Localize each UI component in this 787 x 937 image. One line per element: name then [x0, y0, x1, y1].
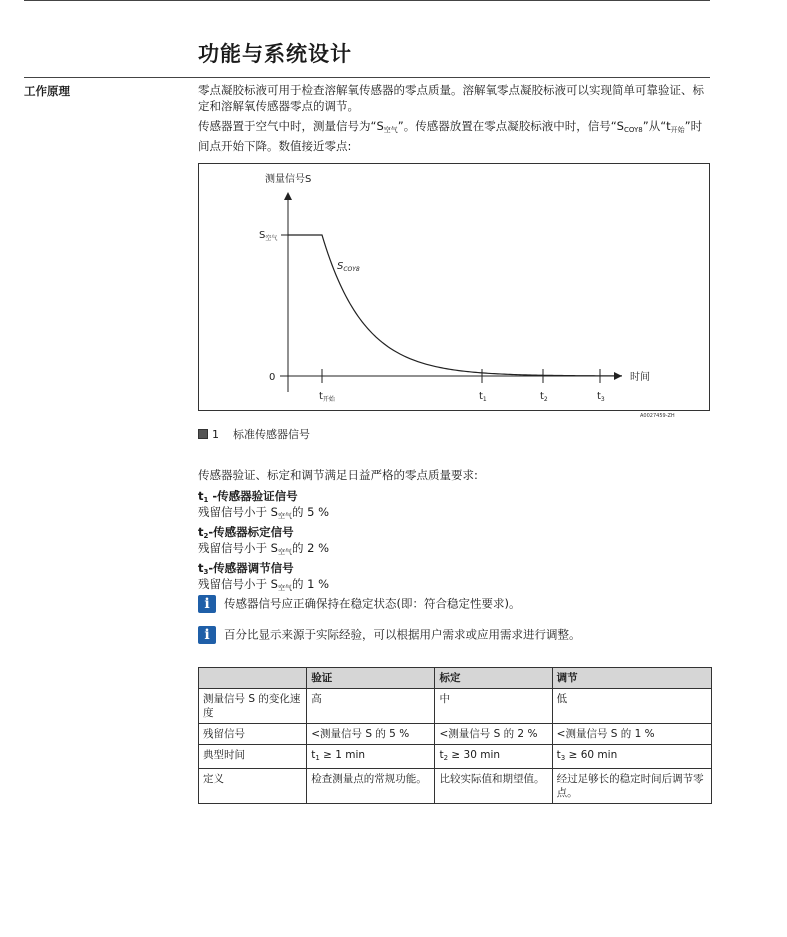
y-tick-top-label: $S_{空气}$ [259, 230, 278, 242]
note-stability: i 传感器信号应正确保持在稳定状态(即：符合稳定性要求)。 [198, 595, 710, 613]
table-row [199, 689, 712, 724]
note-percentages: i 百分比显示来源于实际经验，可以根据用户需求或应用需求进行调整。 [198, 626, 710, 644]
info-icon: i [198, 626, 216, 644]
table-cell: 比较实际值和期望值。 [435, 769, 552, 804]
table-header: 调节 [552, 668, 711, 689]
x-tick-label: $t_3$ [597, 391, 605, 403]
table-row [199, 745, 712, 769]
x-axis-label: 时间 [630, 372, 650, 383]
curve-label: $S_{COY8}$ [337, 261, 360, 273]
section-heading: 工作原理 [24, 84, 70, 98]
x-ticks [319, 369, 605, 403]
req-1-title: $t_1$ -传感器验证信号 [198, 489, 298, 504]
x-tick-label: $t_{开始}$ [319, 391, 335, 403]
table-header-row [199, 668, 712, 689]
table-cell: 高 [307, 689, 435, 724]
figure-caption: 1 标准传感器信号 [198, 426, 310, 442]
req-3-text: 残留信号小于 $S_{空气}$的 1 % [198, 577, 330, 592]
table-row [199, 724, 712, 745]
table-header: 标定 [435, 668, 552, 689]
image-id: A0027459-ZH [640, 413, 675, 419]
table-cell: $t_1 \ge 1$ min [307, 745, 435, 769]
req-2-title: $t_2-$传感器标定信号 [198, 525, 294, 540]
x-tick-label: $t_2$ [540, 391, 548, 403]
table-header: 验证 [307, 668, 435, 689]
req-1-text: 残留信号小于 $S_{空气}$的 5 % [198, 505, 330, 520]
intro-paragraph: 零点凝胶标液可用于检查溶解氧传感器的零点质量。溶解氧零点凝胶标液可以实现简单可靠验证、标定和溶解氧传感器零点的调节。 [198, 83, 704, 113]
table-cell: 低 [552, 689, 711, 724]
signal-curve [288, 235, 622, 376]
table-cell: 中 [435, 689, 552, 724]
req-2-text: 残留信号小于 $S_{空气}$的 2 % [198, 541, 330, 556]
table-cell: <测量信号 S 的 1 % [552, 724, 711, 745]
table-cell: $t_2 \ge 30$ min [435, 745, 552, 769]
chart-svg [199, 164, 711, 412]
table-cell: <测量信号 S 的 2 % [435, 724, 552, 745]
y-tick-zero-label: 0 [269, 372, 276, 383]
figure-icon [198, 429, 208, 439]
signal-chart [198, 163, 710, 411]
req-3-title: $t_3-$传感器调节信号 [198, 561, 294, 576]
y-axis-label: 测量信号S [265, 174, 312, 185]
info-icon: i [198, 595, 216, 613]
top-rule [24, 0, 710, 1]
table-header [199, 668, 307, 689]
requirements-intro: 传感器验证、标定和调节满足日益严格的零点质量要求: [198, 468, 478, 482]
x-tick-label: $t_1$ [479, 391, 487, 403]
page-title: 功能与系统设计 [198, 42, 352, 66]
table-cell: $t_3 \ge 60$ min [552, 745, 711, 769]
table-cell: <测量信号 S 的 5 % [307, 724, 435, 745]
table-cell: 经过足够长的稳定时间后调节零点。 [552, 769, 711, 804]
table-cell: 检查测量点的常规功能。 [307, 769, 435, 804]
table-cell: 定义 [199, 769, 307, 804]
quality-table [198, 667, 712, 804]
signal-paragraph: 传感器置于空气中时，测量信号为“$S_{空气}$”。传感器放置在零点凝胶标液中时，信号“$S_{COY8}$”从“$t_{开始}$”时间点开始下降。数值接近零点: [198, 119, 703, 153]
section-rule [24, 77, 710, 78]
table-cell: 测量信号 S 的变化速度 [199, 689, 307, 724]
table-cell: 典型时间 [199, 745, 307, 769]
table-cell: 残留信号 [199, 724, 307, 745]
y-axis-arrow [284, 192, 292, 200]
table-row [199, 769, 712, 804]
